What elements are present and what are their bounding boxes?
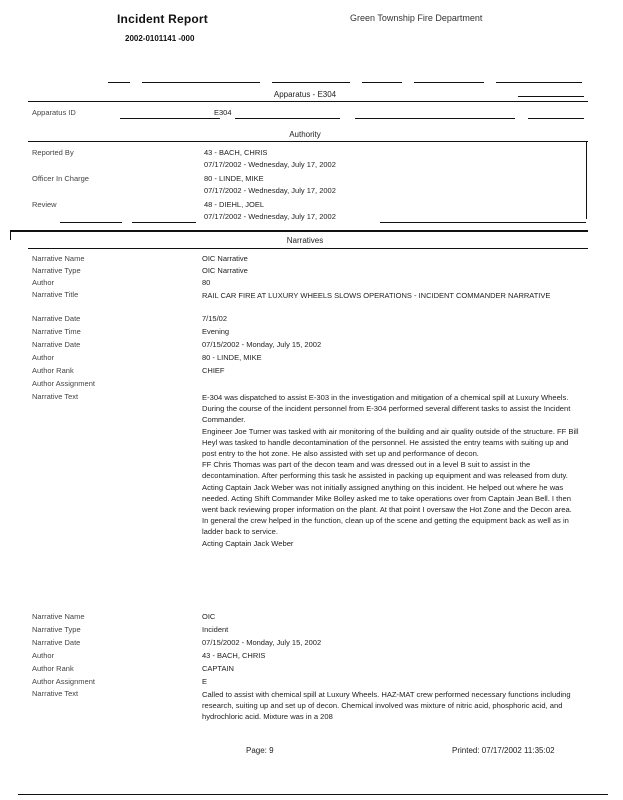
field-label: Narrative Type bbox=[32, 266, 81, 275]
rule-segment bbox=[108, 82, 130, 83]
rule-segment bbox=[60, 222, 122, 223]
field-label: Narrative Date bbox=[32, 314, 81, 323]
field-value: Evening bbox=[202, 327, 230, 336]
box-edge bbox=[586, 141, 587, 219]
rule-segment bbox=[235, 118, 340, 119]
authority-label: Officer In Charge bbox=[32, 174, 89, 183]
narrative-text bbox=[202, 689, 582, 723]
rule-segment bbox=[120, 118, 220, 119]
rule-segment bbox=[142, 82, 260, 83]
field-label: Narrative Time bbox=[32, 327, 81, 336]
printed-timestamp: Printed: 07/17/2002 11:35:02 bbox=[452, 746, 555, 755]
field-label: Narrative Type bbox=[32, 625, 81, 634]
incident-number: 2002-0101141 -000 bbox=[125, 34, 195, 43]
rule-segment bbox=[132, 222, 196, 223]
narrative-paragraph: Acting Captain Jack Weber was not initially assigned anything on this incident. He helped out where he was needed. Acting Shift Commander Mike Bolley asked me to take operations over from Captain Jean Bell. I then went back reviewing proper information on the plant. At that point I oversaw the Hot Zone and the Decon area. bbox=[202, 482, 572, 515]
narrative-text-label: Narrative Text bbox=[32, 392, 79, 401]
narrative-paragraph: E-304 was dispatched to assist E-303 in the investigation and mitigation of a chemical spill at Luxury Wheels. During the course of the incident personnel from E-304 performed several different tasks to assist the Incident Commander. bbox=[202, 393, 571, 425]
rule-segment bbox=[496, 82, 582, 83]
report-title: Incident Report bbox=[117, 12, 209, 26]
field-value: 07/15/2002 - Monday, July 15, 2002 bbox=[202, 638, 322, 647]
field-label: Author Assignment bbox=[32, 677, 95, 686]
narrative-paragraph: In general the crew helped in the function, clean up of the scene and getting the equipment back as well as in ladder back to service. bbox=[202, 516, 569, 537]
apparatus-label: Apparatus ID bbox=[32, 108, 76, 117]
field-label: Author Rank bbox=[32, 366, 74, 375]
section-divider bbox=[28, 141, 588, 142]
field-value: 07/15/2002 - Monday, July 15, 2002 bbox=[202, 340, 322, 349]
field-label: Narrative Date bbox=[32, 638, 81, 647]
authority-date: 07/17/2002 - Wednesday, July 17, 2002 bbox=[204, 212, 336, 221]
narrative-text bbox=[202, 392, 582, 549]
authority-name: 80 - LINDE, MIKE bbox=[204, 174, 264, 183]
field-value: 43 - BACH, CHRIS bbox=[202, 651, 266, 660]
apparatus-value: E304 bbox=[214, 108, 232, 117]
field-value: OIC bbox=[202, 612, 216, 621]
box-edge bbox=[10, 230, 11, 240]
rule-segment bbox=[355, 118, 515, 119]
authority-label: Reported By bbox=[32, 148, 74, 157]
rule-segment bbox=[414, 82, 484, 83]
field-value: 80 - LINDE, MIKE bbox=[202, 353, 262, 362]
section-divider bbox=[28, 101, 588, 102]
authority-label: Review bbox=[32, 200, 57, 209]
narratives-section-title: Narratives bbox=[286, 236, 324, 245]
rule-segment bbox=[380, 222, 586, 223]
narrative-text-label: Narrative Text bbox=[32, 689, 79, 698]
field-label: Author bbox=[32, 278, 55, 287]
field-label: Narrative Name bbox=[32, 612, 85, 621]
narrative-paragraph: Called to assist with chemical spill at Luxury Wheels. HAZ-MAT crew performed necessary functions including research, suiting up and set up of decon. Chemical involved was mixture of nitric acid, phosphoric acid, and hydrochloric acid. Mixture was in a 208 bbox=[202, 690, 571, 722]
field-label: Author bbox=[32, 651, 55, 660]
authority-date: 07/17/2002 - Wednesday, July 17, 2002 bbox=[204, 186, 336, 195]
field-label: Narrative Name bbox=[32, 254, 85, 263]
apparatus-section-title: Apparatus - E304 bbox=[273, 90, 337, 99]
field-value: 7/15/02 bbox=[202, 314, 228, 323]
page-number: Page: 9 bbox=[246, 746, 274, 755]
field-value: Incident bbox=[202, 625, 229, 634]
authority-name: 48 - DIEHL, JOEL bbox=[204, 200, 265, 209]
field-value: OIC Narrative bbox=[202, 266, 248, 275]
narrative-paragraph: Acting Captain Jack Weber bbox=[202, 538, 294, 548]
field-label: Author Assignment bbox=[32, 379, 95, 388]
rule-segment bbox=[518, 96, 584, 97]
field-value: CHIEF bbox=[202, 366, 225, 375]
authority-section-title: Authority bbox=[289, 130, 321, 139]
authority-name: 43 - BACH, CHRIS bbox=[204, 148, 268, 157]
field-label: Author Rank bbox=[32, 664, 74, 673]
field-value: 80 bbox=[202, 278, 211, 287]
narrative-paragraph: Engineer Joe Turner was tasked with air monitoring of the building and air quality outside of the structure. FF Bill Heyl was tasked to handle decontamination of the personnel. He assisted the entry teams with suiting up and post entry to the hot zone. He also assisted with set up and performance of decon. bbox=[202, 426, 579, 459]
page-bottom-rule bbox=[18, 794, 608, 795]
section-divider bbox=[28, 248, 588, 249]
field-label: Author bbox=[32, 353, 55, 362]
field-value: RAIL CAR FIRE AT LUXURY WHEELS SLOWS OPERATIONS - INCIDENT COMMANDER NARRATIVE bbox=[202, 291, 551, 300]
rule-segment bbox=[362, 82, 402, 83]
rule-segment bbox=[272, 82, 350, 83]
field-label: Narrative Title bbox=[32, 290, 79, 299]
section-divider bbox=[10, 230, 588, 232]
authority-date: 07/17/2002 - Wednesday, July 17, 2002 bbox=[204, 160, 336, 169]
department-name: Green Township Fire Department bbox=[350, 13, 483, 23]
field-label: Narrative Date bbox=[32, 340, 81, 349]
field-value: OIC Narrative bbox=[202, 254, 248, 263]
rule-segment bbox=[528, 118, 584, 119]
field-value: CAPTAIN bbox=[202, 664, 234, 673]
narrative-paragraph: FF Chris Thomas was part of the decon team and was dressed out in a level B suit to assist in the decontamination. After performing this task he assisted in packing up equipment and was released from duty. bbox=[202, 460, 568, 481]
field-value: E bbox=[202, 677, 208, 686]
